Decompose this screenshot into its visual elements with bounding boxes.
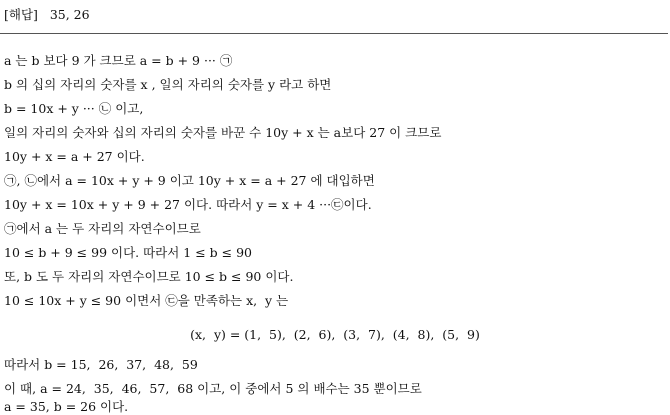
solution-line: 10y + x = a + 27 이다.	[4, 149, 145, 164]
solution-line: ㉠에서 a 는 두 자리의 자연수이므로	[4, 221, 201, 236]
conclusion-line: 이 때, a = 24, 35, 46, 57, 68 이고, 이 중에서 5 의 배수는 35 뿐이므로	[4, 381, 422, 396]
solution-line: 10y + x = 10x + y + 9 + 27 이다. 따라서 y = x + 4 ···㉢이다.	[4, 197, 372, 212]
conclusion-line: a = 35, b = 26 이다.	[4, 399, 129, 414]
pairs-equation: (x, y) = (1, 5), (2, 6), (3, 7), (4, 8), (5, 9)	[190, 327, 480, 342]
solution-line: ㉠, ㉡에서 a = 10x + y + 9 이고 10y + x = a + 27 에 대입하면	[4, 173, 375, 188]
solution-line: 10 ≤ 10x + y ≤ 90 이면서 ㉢을 만족하는 x, y 는	[4, 293, 289, 308]
divider	[0, 33, 668, 34]
answer-header: [해답] 35, 26	[4, 7, 90, 22]
solution-line: b = 10x + y ··· ㉡ 이고,	[4, 101, 144, 116]
solution-line: a 는 b 보다 9 가 크므로 a = b + 9 ··· ㉠	[4, 53, 233, 68]
solution-line: 또, b 도 두 자리의 자연수이므로 10 ≤ b ≤ 90 이다.	[4, 269, 294, 284]
solution-line: 일의 자리의 숫자와 십의 자리의 숫자를 바꾼 수 10y + x 는 a보다 27 이 크므로	[4, 125, 442, 140]
conclusion-line: 따라서 b = 15, 26, 37, 48, 59	[4, 357, 198, 372]
solution-line: 10 ≤ b + 9 ≤ 99 이다. 따라서 1 ≤ b ≤ 90	[4, 245, 252, 260]
solution-line: b 의 십의 자리의 숫자를 x , 일의 자리의 숫자를 y 라고 하면	[4, 77, 332, 92]
